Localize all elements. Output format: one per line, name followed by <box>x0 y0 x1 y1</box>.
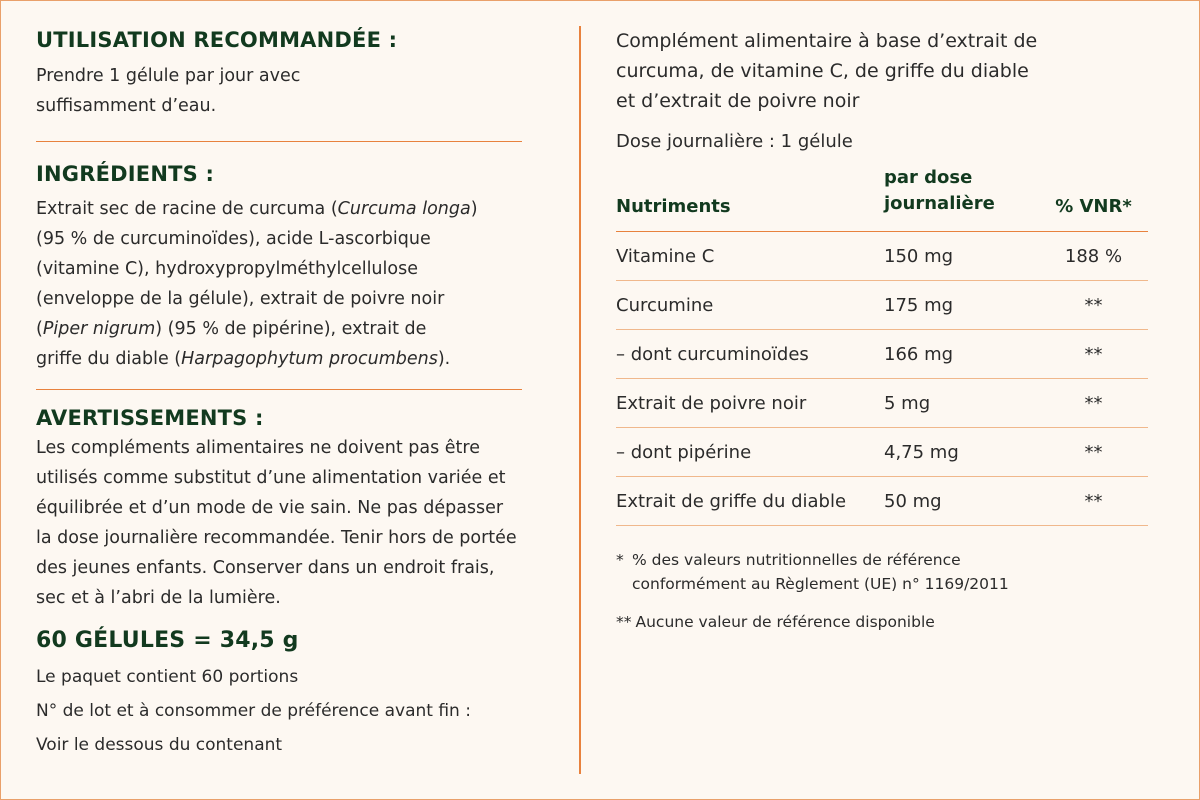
ingredients-line: (enveloppe de la gélule), extrait de poivre noir <box>36 289 445 309</box>
section-divider <box>36 389 522 390</box>
col-vnr: % VNR* <box>1055 196 1132 217</box>
usage-text <box>36 61 522 121</box>
table-row <box>616 232 1148 281</box>
lot-text: N° de lot et à consommer de préférence avant fin : <box>36 701 471 721</box>
latin-name: Curcuma longa <box>337 199 471 219</box>
warnings-line: sec et à l’abri de la lumière. <box>36 588 281 608</box>
nutrient-name: – dont curcuminoïdes <box>616 330 878 379</box>
nutrient-name: Curcumine <box>616 281 878 330</box>
nutrient-vnr: ** <box>1039 379 1148 428</box>
ingredients-text <box>36 194 522 374</box>
column-divider <box>579 26 581 774</box>
ingredients-line: ). <box>437 349 451 369</box>
nutrient-vnr: 188 % <box>1039 232 1148 281</box>
table-row <box>616 379 1148 428</box>
footnote-vnr <box>616 548 1156 596</box>
footnote-text <box>632 548 1009 596</box>
nutrient-amount: 50 mg <box>878 477 1039 526</box>
quantity-section <box>36 628 522 755</box>
nutrient-name: Extrait de poivre noir <box>616 379 878 428</box>
ingredients-section <box>36 162 522 374</box>
nutrient-vnr: ** <box>1039 428 1148 477</box>
nutrient-amount: 4,75 mg <box>878 428 1039 477</box>
usage-line: Prendre 1 gélule par jour avec <box>36 66 301 86</box>
latin-name: Piper nigrum <box>42 319 156 339</box>
col-dose-line: journalière <box>884 193 995 214</box>
section-divider <box>36 141 522 142</box>
col-dose <box>878 165 1039 232</box>
ingredients-line: ) (95 % de pipérine), extrait de <box>155 319 427 339</box>
description-line: et d’extrait de poivre noir <box>616 90 860 112</box>
warnings-text <box>36 433 522 613</box>
usage-line: suffisamment d’eau. <box>36 96 217 116</box>
warnings-section <box>36 406 522 613</box>
usage-heading: UTILISATION RECOMMANDÉE : <box>36 28 398 52</box>
portions-text: Le paquet contient 60 portions <box>36 667 299 687</box>
description-line: curcuma, de vitamine C, de griffe du diable <box>616 60 1029 82</box>
ingredients-line: Extrait sec de racine de curcuma ( <box>36 199 338 219</box>
nutrient-amount: 5 mg <box>878 379 1039 428</box>
ingredients-line: (95 % de curcuminoïdes), acide L-ascorbique <box>36 229 431 249</box>
warnings-line: des jeunes enfants. Conserver dans un endroit frais, <box>36 558 495 578</box>
nutrient-amount: 175 mg <box>878 281 1039 330</box>
warnings-heading: AVERTISSEMENTS : <box>36 406 264 430</box>
daily-dose: Dose journalière : 1 gélule <box>616 131 853 152</box>
nutrient-name: Vitamine C <box>616 232 878 281</box>
nutrient-amount: 166 mg <box>878 330 1039 379</box>
description-line: Complément alimentaire à base d’extrait de <box>616 30 1038 52</box>
footnote-line: % des valeurs nutritionnelles de référence <box>632 551 961 569</box>
table-row <box>616 281 1148 330</box>
table-row <box>616 428 1148 477</box>
footnote-line: conformément au Règlement (UE) n° 1169/2011 <box>632 575 1009 593</box>
see-container-text: Voir le dessous du contenant <box>36 735 283 755</box>
ingredients-line: ) <box>470 199 478 219</box>
nutrient-vnr: ** <box>1039 281 1148 330</box>
footnote-mark: ** <box>616 613 632 631</box>
warnings-line: Les compléments alimentaires ne doivent pas être <box>36 438 480 458</box>
usage-section <box>36 28 522 121</box>
table-row <box>616 477 1148 526</box>
table-row <box>616 330 1148 379</box>
ingredients-line: (vitamine C), hydroxypropylméthylcellulose <box>36 259 418 279</box>
ingredients-heading: INGRÉDIENTS : <box>36 162 215 186</box>
col-nutrients: Nutriments <box>616 196 731 217</box>
nutrient-name: Extrait de griffe du diable <box>616 477 878 526</box>
nutrient-vnr: ** <box>1039 477 1148 526</box>
nutrition-table <box>616 165 1148 526</box>
nutrient-vnr: ** <box>1039 330 1148 379</box>
ingredients-line: ( <box>36 319 43 339</box>
table-header-row <box>616 165 1148 232</box>
left-column <box>36 28 522 755</box>
col-dose-line: par dose <box>884 167 973 188</box>
latin-name: Harpagophytum procumbens <box>181 349 438 369</box>
footnote-no-reference <box>616 610 1156 634</box>
warnings-line: équilibrée et d’un mode de vie sain. Ne pas dépasser <box>36 498 504 518</box>
warnings-line: utilisés comme substitut d’une alimentation variée et <box>36 468 506 488</box>
footnote-mark: * <box>616 551 624 569</box>
footnote-text: Aucune valeur de référence disponible <box>635 613 935 631</box>
ingredients-line: griffe du diable ( <box>36 349 182 369</box>
warnings-line: la dose journalière recommandée. Tenir hors de portée <box>36 528 517 548</box>
nutrient-amount: 150 mg <box>878 232 1039 281</box>
right-column <box>616 26 1156 634</box>
product-description <box>616 26 1156 116</box>
quantity-heading: 60 GÉLULES = 34,5 g <box>36 628 299 653</box>
nutrient-name: – dont pipérine <box>616 428 878 477</box>
